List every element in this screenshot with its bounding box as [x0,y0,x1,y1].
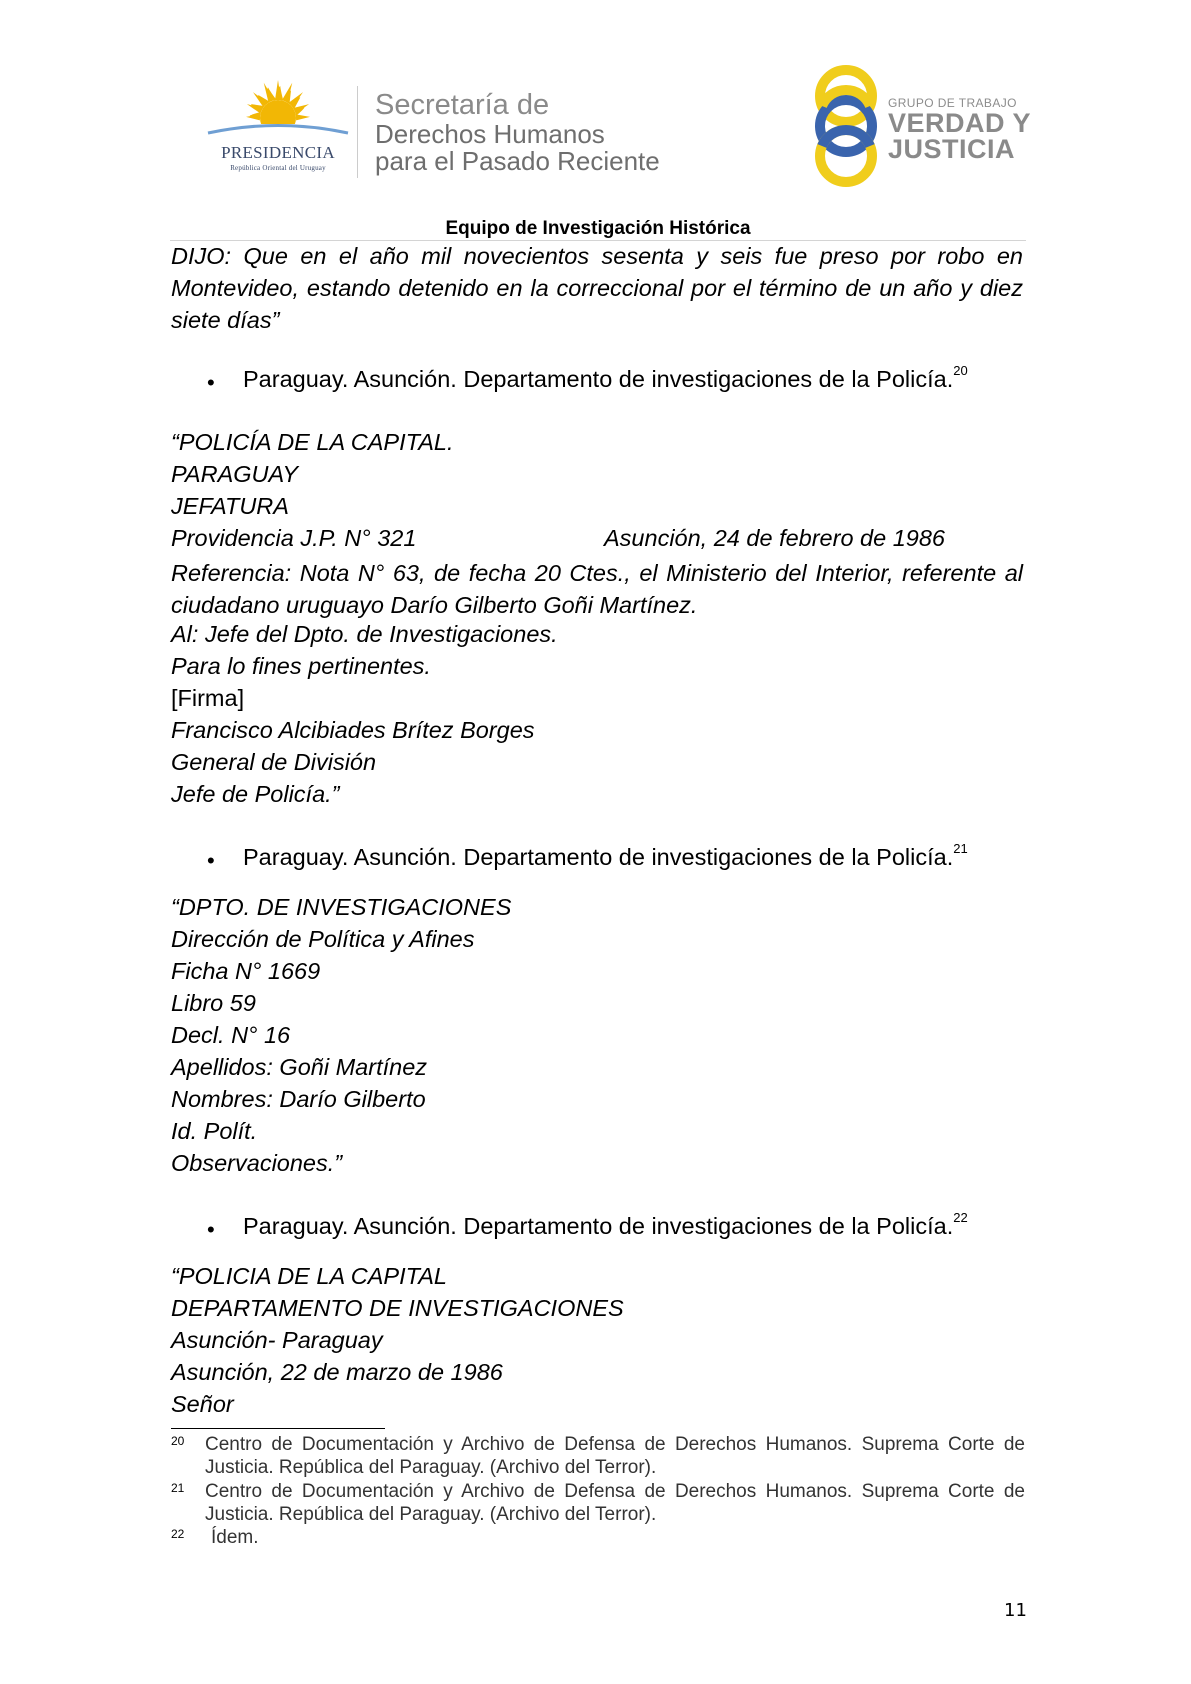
bullet-item-2 [243,841,968,871]
doc1-line: “POLICÍA DE LA CAPITAL. [171,429,454,455]
presidencia-logo [196,78,360,178]
doc2-line: Apellidos: Goñi Martínez [171,1054,428,1080]
doc2-line: Ficha N° 1669 [171,958,321,984]
doc3-line: DEPARTAMENTO DE INVESTIGACIONES [171,1295,624,1321]
secretaria-line-3: para el Pasado Reciente [375,146,660,176]
bullet-item-1 [243,363,968,393]
doc2-line: “DPTO. DE INVESTIGACIONES [171,894,512,920]
doc3-line: Señor [171,1391,234,1417]
footnote-number: 21 [171,1481,185,1495]
bullet-text: Paraguay. Asunción. Departamento de investigaciones de la Policía. [243,1213,954,1239]
doc1-firma: [Firma] [171,685,245,711]
bullet-text: Paraguay. Asunción. Departamento de investigaciones de la Policía. [243,366,954,392]
grupo-trabajo-text [888,96,1031,162]
footnote-ref: 20 [953,363,968,379]
team-heading: Equipo de Investigación Histórica [445,218,751,239]
secretaria-line-1: Secretaría de [375,89,550,121]
page-number: 11 [1004,1600,1027,1621]
doc1-line: Para lo fines pertinentes. [171,653,431,679]
bullet-marker: • [207,848,215,873]
presidencia-sublabel: República Oriental del Uruguay [230,164,326,172]
bullet-marker: • [207,370,215,395]
doc2-line: Id. Polít. [171,1118,258,1144]
doc2-line: Nombres: Darío Gilberto [171,1086,426,1112]
intro-paragraph: DIJO: Que en el año mil novecientos sesenta y seis fue preso por robo en Montevideo, estando detenido en la correccional por el término de un año y diez siete días” [171,243,1023,333]
grupo-line-3: JUSTICIA [888,134,1016,164]
doc3-line: Asunción- Paraguay [171,1327,383,1353]
bullet-marker: • [207,1217,215,1242]
doc3-line: Asunción, 22 de marzo de 1986 [171,1359,503,1385]
footnote-text: Centro de Documentación y Archivo de Defensa de Derechos Humanos. Suprema Corte de Justicia. República del Paraguay. (Archivo del Terror). [205,1434,1025,1478]
doc2-line: Decl. N° 16 [171,1022,291,1048]
doc1-line: Francisco Alcibiades Brítez Borges [171,717,535,743]
footnote-text: Ídem. [211,1527,259,1548]
bullet-item-3 [243,1210,968,1240]
header-divider [357,86,358,178]
footnote-rule [171,1428,385,1429]
doc2-line: Observaciones.” [171,1150,343,1176]
grupo-line-2: VERDAD Y [888,108,1032,138]
secretaria-logo-text [375,90,660,175]
bullet-text: Paraguay. Asunción. Departamento de investigaciones de la Policía. [243,844,954,870]
doc2-line: Dirección de Política y Afines [171,926,475,952]
footnote-ref: 22 [953,1210,968,1226]
doc1-line: Al: Jefe del Dpto. de Investigaciones. [171,621,558,647]
footnote-number: 20 [171,1434,185,1448]
footnote-ref: 21 [953,841,968,857]
doc1-providencia: Providencia J.P. N° 321 [171,525,417,551]
doc1-referencia: Referencia: Nota N° 63, de fecha 20 Ctes., el Ministerio del Interior, referente al ciudadano uruguayo Darío Gilberto Goñi Martínez. [171,560,1023,618]
doc1-line: General de División [171,749,377,775]
doc2-line: Libro 59 [171,990,256,1016]
footnote-text: Centro de Documentación y Archivo de Defensa de Derechos Humanos. Suprema Corte de Justicia. República del Paraguay. (Archivo del Terror). [205,1481,1025,1525]
presidencia-label: PRESIDENCIA [221,143,335,162]
doc3-line: “POLICIA DE LA CAPITAL [171,1263,447,1289]
doc1-line: JEFATURA [171,493,289,519]
doc1-fecha: Asunción, 24 de febrero de 1986 [604,525,946,551]
doc1-line: PARAGUAY [171,461,299,487]
footnote-number: 22 [171,1527,185,1541]
secretaria-line-2: Derechos Humanos [375,119,605,149]
grupo-line-1: GRUPO DE TRABAJO [888,96,1017,110]
sun-icon [196,78,360,144]
doc1-line: Jefe de Policía.” [171,781,340,807]
